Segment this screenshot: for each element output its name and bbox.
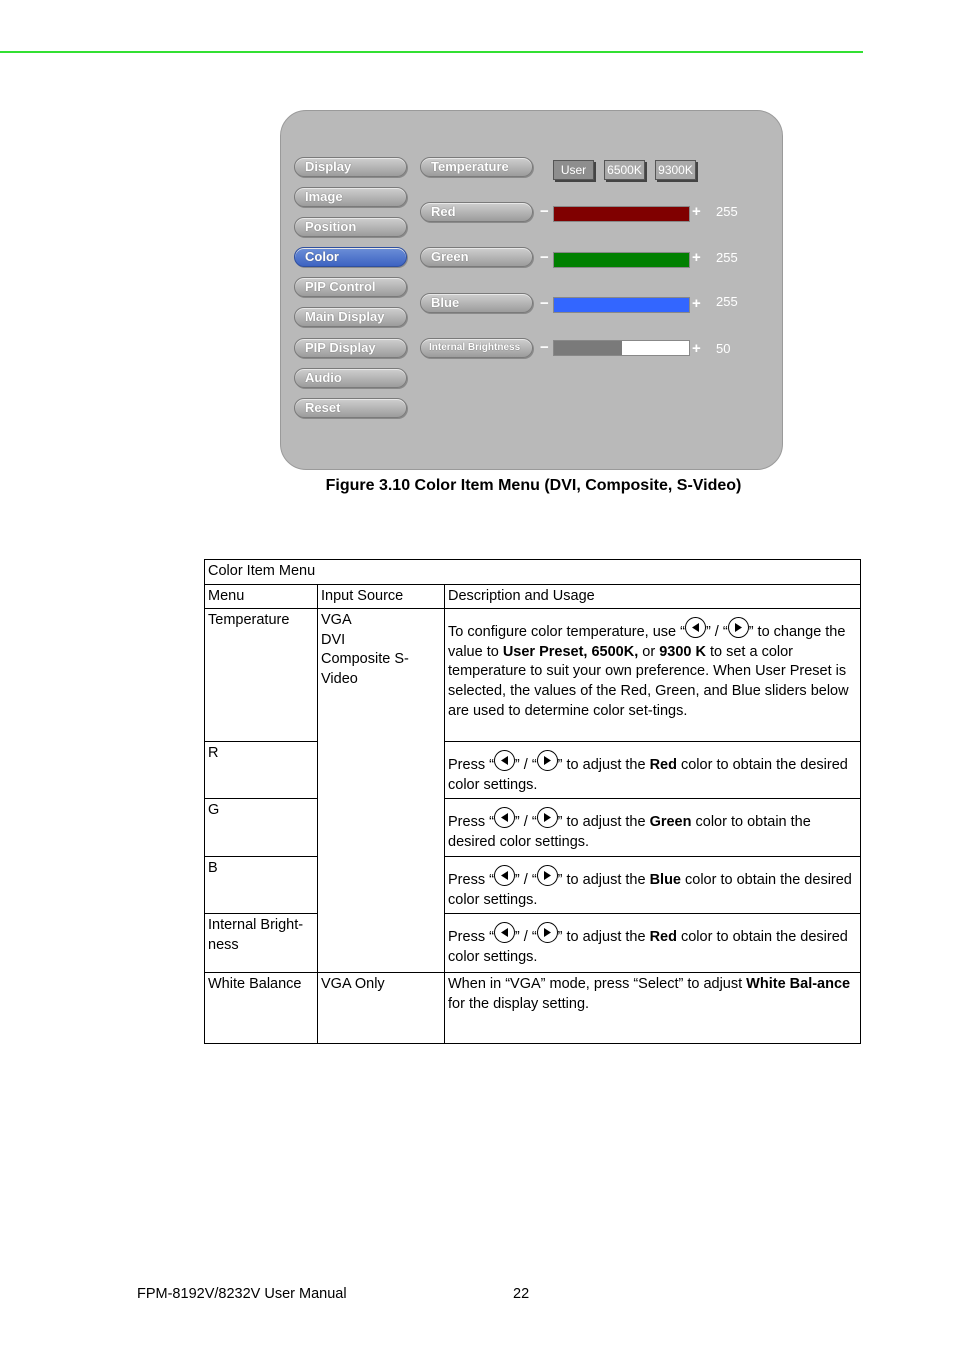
menu-cell: R — [205, 742, 318, 799]
desc-text: ” / “ — [514, 757, 537, 774]
source-line: DVI — [321, 631, 346, 648]
blue-slider[interactable] — [553, 297, 690, 313]
desc-bold: Red — [649, 757, 677, 774]
left-arrow-icon — [494, 922, 515, 943]
table-row — [205, 609, 861, 742]
green-minus-icon[interactable]: − — [540, 249, 549, 266]
red-value: 255 — [716, 204, 738, 219]
brightness-slider-fill — [554, 341, 622, 355]
item-internal-brightness[interactable]: Internal Brightness — [420, 338, 533, 358]
desc-text: color to obtain the desired color settings. — [448, 929, 848, 965]
item-green[interactable]: Green — [420, 247, 533, 267]
table-title: Color Item Menu — [205, 560, 861, 585]
input-source-cell: VGA Only — [318, 973, 445, 1044]
brightness-plus-icon[interactable]: + — [692, 340, 701, 357]
header-rule — [0, 51, 863, 53]
description-cell — [445, 857, 861, 914]
figure-caption: Figure 3.10 Color Item Menu (DVI, Composite, S-Video) — [325, 477, 742, 494]
menu-pip-control[interactable]: PIP Control — [294, 277, 407, 297]
menu-pip-display[interactable]: PIP Display — [294, 338, 407, 358]
description-cell — [445, 973, 861, 1044]
source-line: Video — [321, 670, 358, 687]
preset-user-button[interactable]: User — [553, 160, 594, 180]
green-plus-icon[interactable]: + — [692, 249, 701, 266]
menu-cell: Internal Bright-ness — [205, 914, 318, 973]
desc-text: Press “ — [448, 757, 494, 774]
desc-text: When in “VGA” mode, press “Select” to adjust — [448, 976, 747, 993]
table-row — [205, 742, 861, 799]
header-description: Description and Usage — [445, 584, 861, 609]
blue-minus-icon[interactable]: − — [540, 295, 549, 312]
table-row — [205, 973, 861, 1044]
desc-text: ” / “ — [514, 814, 537, 831]
brightness-minus-icon[interactable]: − — [540, 339, 549, 356]
item-temperature[interactable]: Temperature — [420, 157, 533, 177]
blue-value: 255 — [716, 294, 738, 309]
desc-text: color to obtain the desired color settings. — [448, 757, 848, 793]
desc-bold: White Bal-ance — [746, 976, 851, 993]
menu-reset[interactable]: Reset — [294, 398, 407, 418]
desc-text: Press “ — [448, 814, 494, 831]
item-red[interactable]: Red — [420, 202, 533, 222]
preset-6500k-button[interactable]: 6500K — [604, 160, 645, 180]
menu-cell: White Balance — [205, 973, 318, 1044]
desc-text: ” to adjust the — [557, 929, 650, 946]
desc-text: for the display setting. — [448, 995, 590, 1012]
desc-bold: Red — [649, 929, 677, 946]
desc-text: to set a color temperature to suit your own preference. When User Preset is selected, the values of the Red, Green, and Blue sliders below are used to determine color set-tings. — [448, 643, 849, 719]
blue-plus-icon[interactable]: + — [692, 295, 701, 312]
left-arrow-icon — [494, 865, 515, 886]
right-arrow-icon — [537, 750, 558, 771]
right-arrow-icon — [537, 807, 558, 828]
menu-main-display[interactable]: Main Display — [294, 307, 407, 327]
desc-text: ” to adjust the — [557, 757, 650, 774]
footer-manual-title: FPM-8192V/8232V User Manual — [137, 1286, 347, 1302]
menu-cell: Temperature — [205, 609, 318, 742]
table-row — [205, 914, 861, 973]
item-blue[interactable]: Blue — [420, 293, 533, 313]
desc-text: color to obtain the desired color settings. — [448, 872, 852, 908]
description-cell — [445, 742, 861, 799]
description-cell — [445, 799, 861, 857]
description-cell — [445, 609, 861, 742]
desc-text: ” / “ — [705, 624, 728, 641]
desc-bold: Green — [649, 814, 692, 831]
source-line: VGA — [321, 612, 352, 629]
desc-text: To configure color temperature, use “ — [448, 624, 685, 641]
preset-9300k-button[interactable]: 9300K — [655, 160, 696, 180]
desc-bold: 9300 K — [659, 643, 706, 660]
right-arrow-icon — [728, 617, 749, 638]
desc-bold: User Preset, 6500K, — [502, 643, 639, 660]
menu-cell: B — [205, 857, 318, 914]
desc-text: Press “ — [448, 872, 494, 889]
header-menu: Menu — [205, 584, 318, 609]
left-arrow-icon — [494, 750, 515, 771]
brightness-slider[interactable] — [553, 340, 690, 356]
desc-text: color to obtain the desired color settings. — [448, 814, 811, 850]
left-arrow-icon — [494, 807, 515, 828]
brightness-value: 50 — [716, 341, 731, 356]
menu-color[interactable]: Color — [294, 247, 407, 267]
left-arrow-icon — [685, 617, 706, 638]
table-row — [205, 799, 861, 857]
red-slider[interactable] — [553, 206, 690, 222]
right-arrow-icon — [537, 922, 558, 943]
desc-text: ” / “ — [514, 872, 537, 889]
menu-display[interactable]: Display — [294, 157, 407, 177]
menu-cell: G — [205, 799, 318, 857]
desc-text: or — [638, 643, 660, 660]
green-value: 255 — [716, 250, 738, 265]
right-arrow-icon — [537, 865, 558, 886]
header-input-source: Input Source — [318, 584, 445, 609]
desc-text: ” to adjust the — [557, 872, 650, 889]
red-plus-icon[interactable]: + — [692, 203, 701, 220]
menu-position[interactable]: Position — [294, 217, 407, 237]
menu-image[interactable]: Image — [294, 187, 407, 207]
color-item-menu-table — [204, 559, 861, 1044]
menu-audio[interactable]: Audio — [294, 368, 407, 388]
red-minus-icon[interactable]: − — [540, 203, 549, 220]
desc-bold: Blue — [649, 872, 681, 889]
input-source-cell — [318, 609, 445, 973]
source-line: Composite S- — [321, 651, 409, 668]
desc-text: ” / “ — [514, 929, 537, 946]
desc-text: Press “ — [448, 929, 494, 946]
page-number: 22 — [513, 1286, 530, 1302]
table-row — [205, 857, 861, 914]
green-slider[interactable] — [553, 252, 690, 268]
desc-text: ” to change the value to — [448, 624, 846, 660]
desc-text: ” to adjust the — [557, 814, 650, 831]
description-cell — [445, 914, 861, 973]
